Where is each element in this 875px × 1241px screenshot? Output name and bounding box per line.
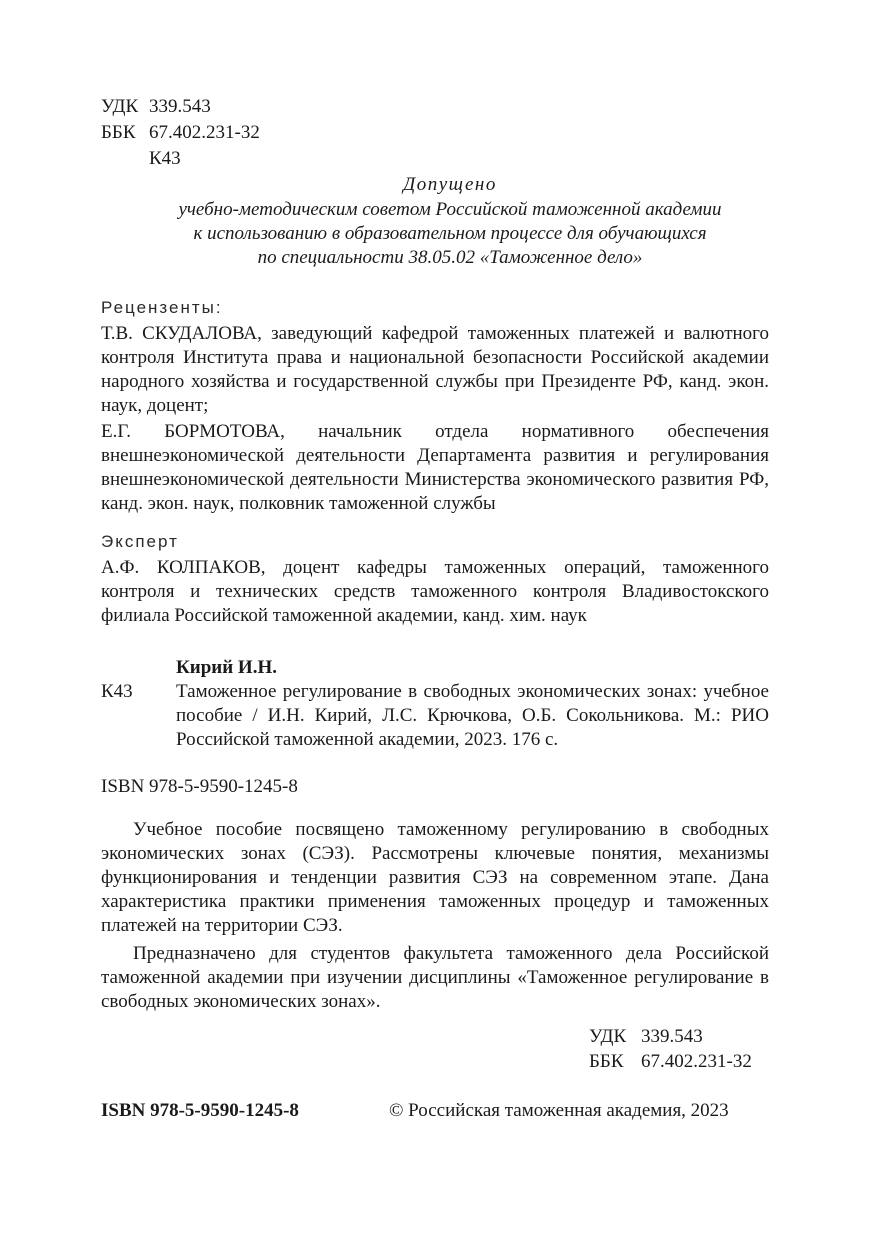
expert-entry	[101, 556, 769, 628]
udk-bottom-label: УДК	[589, 1026, 627, 1047]
udk-top	[101, 95, 211, 119]
footer-isbn: ISBN 978-5-9590-1245-8	[101, 1100, 299, 1121]
bbk-bottom-value: 67.402.231-32	[641, 1051, 752, 1072]
approval-line-2: к использованию в образовательном процессе для обучающихся	[193, 223, 707, 244]
annotation-paragraph-2: Предназначено для студентов факультета таможенного дела Российской таможенной академии при изучении дисциплины «Таможенное регулирование в свободных экономических зонах».	[101, 943, 769, 1012]
expert-text: А.Ф. КОЛПАКОВ, доцент кафедры таможенных операций, таможенного контроля и технических средств таможенного контроля Владивостокского филиала Российской таможенной академии, канд. хим. наук	[101, 557, 769, 626]
isbn-line: ISBN 978-5-9590-1245-8	[101, 776, 298, 797]
book-description	[176, 680, 769, 752]
reviewer-2	[101, 420, 769, 516]
udk-label: УДК	[101, 96, 139, 117]
bbk-top	[101, 121, 260, 145]
expert-heading: Эксперт	[101, 532, 179, 551]
author-mark-top: К43	[149, 148, 181, 169]
book-author: Кирий И.Н.	[176, 657, 277, 678]
udk-bottom-value: 339.543	[641, 1026, 703, 1047]
approval-heading: Допущено	[403, 174, 497, 195]
approval-line-1: учебно-методическим советом Российской таможенной академии	[178, 199, 722, 220]
udk-bottom	[589, 1025, 703, 1049]
annotation-paragraph-1: Учебное пособие посвящено таможенному регулированию в свободных экономических зонах (СЭЗ). Рассмотрены ключевые понятия, механизмы функционирования и тенденции развития СЭЗ на современном этапе. Дана характеристика практики применения таможенных процедур и таможенных платежей на территории СЭЗ.	[101, 819, 769, 936]
footer-copyright: © Российская таможенная академия, 2023	[389, 1100, 729, 1121]
reviewer-1-text: Т.В. СКУДАЛОВА, заведующий кафедрой таможенных платежей и валютного контроля Института права и национальной безопасности Российской академии народного хозяйства и государственной службы при Президенте РФ, канд. экон. наук, доцент;	[101, 323, 769, 416]
reviewer-2-text: Е.Г. БОРМОТОВА, начальник отдела нормативного обеспечения внешнеэкономической деятельности Департамента развития и регулирования внешнеэкономической деятельности Министерства экономического развития РФ, канд. экон. наук, полковник таможенной службы	[101, 421, 769, 514]
bbk-bottom	[589, 1050, 752, 1074]
approval-line-3: по специальности 38.05.02 «Таможенное дело»	[257, 247, 643, 268]
udk-value: 339.543	[149, 96, 211, 117]
bbk-label: ББК	[101, 122, 136, 143]
bbk-value: 67.402.231-32	[149, 122, 260, 143]
book-mark: К43	[101, 681, 133, 702]
annotation	[101, 818, 769, 1014]
reviewers-heading: Рецензенты:	[101, 298, 223, 317]
reviewer-1	[101, 322, 769, 418]
bbk-bottom-label: ББК	[589, 1051, 624, 1072]
book-description-text: Таможенное регулирование в свободных экономических зонах: учебное пособие / И.Н. Кирий, Л.С. Крючкова, О.Б. Сокольникова. М.: РИО Российской таможенной академии, 2023. 176 с.	[176, 681, 769, 750]
